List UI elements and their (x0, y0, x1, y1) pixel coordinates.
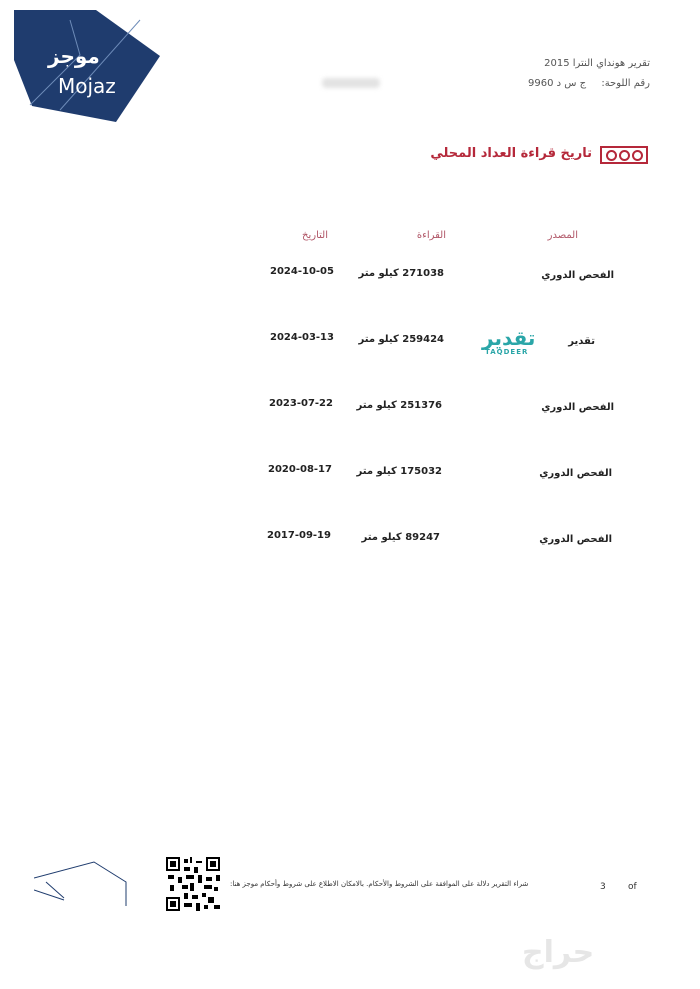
table-row-date: 2024-10-05 (270, 266, 334, 277)
page-of-label: of (628, 882, 637, 892)
table-row-reading: 259424 كيلو متر (358, 334, 444, 345)
page-number: 3 (600, 882, 606, 892)
table-row-source: الفحص الدوري (539, 468, 612, 479)
section-title: تاريخ قراءة العداد المحلي (430, 146, 592, 161)
qr-code-icon[interactable] (166, 857, 220, 911)
report-title: تقرير هونداي النترا 2015 (544, 58, 650, 69)
taqdeer-logo-arabic: تقدير (482, 326, 536, 350)
table-row-reading: 251376 كيلو متر (356, 400, 442, 411)
column-header-source: المصدر (547, 230, 578, 241)
table-row-source: تقدير (568, 336, 595, 347)
haraj-watermark: حراج (522, 935, 595, 970)
table-row-date: 2017-09-19 (267, 530, 331, 541)
table-row-source: الفحص الدوري (541, 270, 614, 281)
table-row-reading: 175032 كيلو متر (356, 466, 442, 477)
logo-text-arabic: موجز (48, 44, 100, 68)
plate-number-line (528, 78, 650, 89)
table-row-date: 2024-03-13 (270, 332, 334, 343)
footer-hexagon-decoration (34, 860, 134, 910)
logo-text-english: Mojaz (58, 74, 116, 98)
terms-text: شراء التقرير دلالة على الموافقة على الشروط والأحكام. بالامكان الاطلاع على شروط وأحكام موجز هنا: (230, 880, 529, 888)
table-row-reading: 89247 كيلو متر (361, 532, 440, 543)
table-row-source: الفحص الدوري (541, 402, 614, 413)
plate-value: ج س د 9960 (528, 78, 587, 89)
table-row-source: الفحص الدوري (539, 534, 612, 545)
plate-label: رقم اللوحة: (601, 78, 650, 89)
odometer-icon (600, 146, 648, 164)
table-row-date: 2023-07-22 (269, 398, 333, 409)
table-row-date: 2020-08-17 (268, 464, 332, 475)
column-header-date: التاريخ (302, 230, 328, 241)
redacted-text (322, 78, 380, 88)
table-row-reading: 271038 كيلو متر (358, 268, 444, 279)
taqdeer-logo-english: TAQDEER (485, 348, 529, 356)
column-header-reading: القراءة (416, 230, 446, 241)
